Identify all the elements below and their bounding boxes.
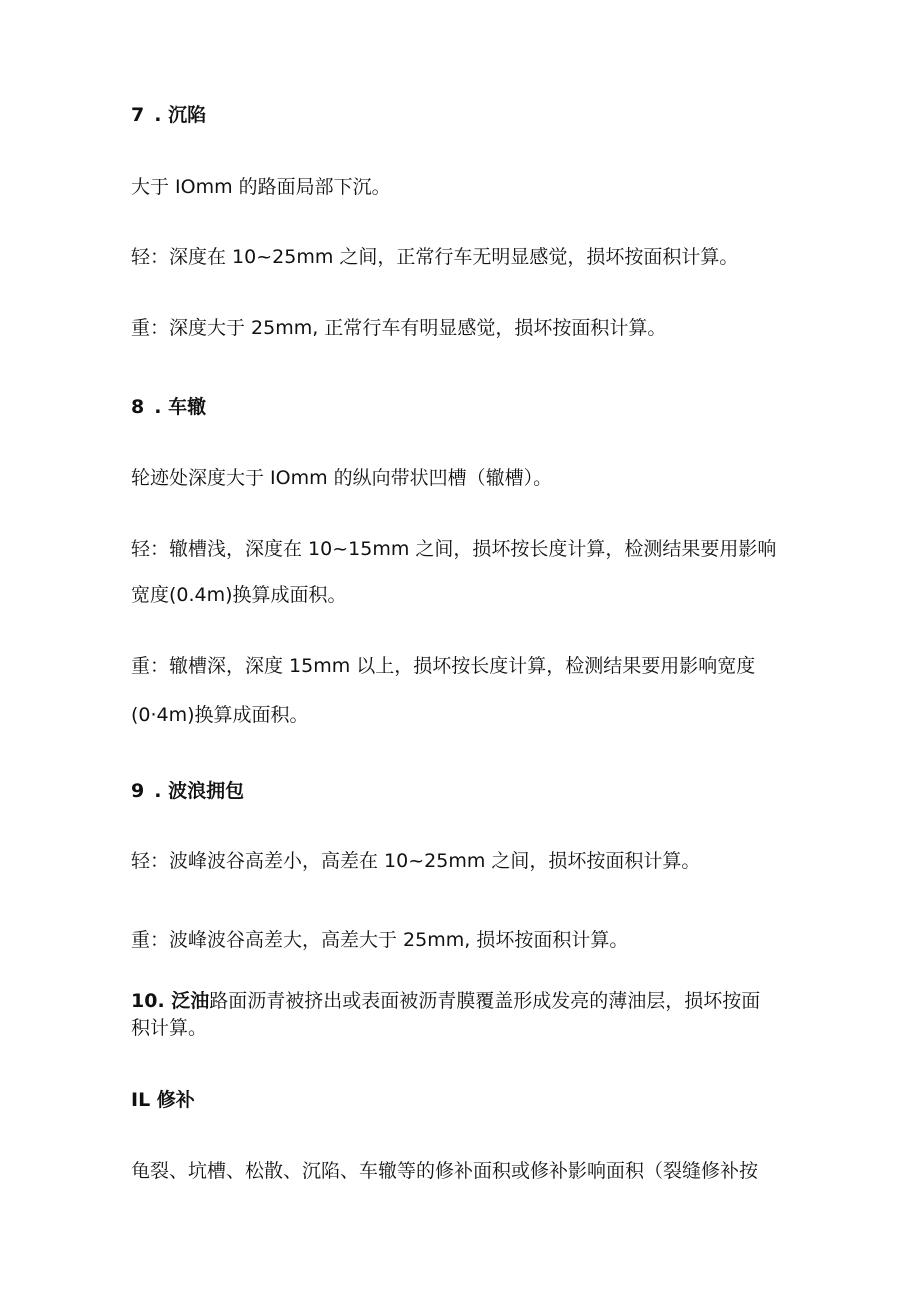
section-9-heading [131, 777, 244, 805]
section-7-heading [131, 101, 206, 129]
section-7-heavy: 重：深度大于 25mm, 正常行车有明显感觉，损坏按面积计算。 [131, 317, 667, 339]
section-9-heavy: 重：波峰波谷高差大，高差大于 25mm, 损坏按面积计算。 [131, 929, 629, 951]
section-10-line2: 积计算。 [131, 1017, 208, 1039]
section-8-heavy-line1: 重：辙槽深，深度 15mm 以上，损坏按长度计算，检测结果要用影响宽度 [131, 655, 756, 677]
section-11-text: 龟裂、坑槽、松散、沉陷、车辙等的修补面积或修补影响面积（裂缝修补按 [131, 1160, 759, 1182]
section-11-heading: IL 修补 [131, 1089, 195, 1111]
section-7-definition: 大于 IOmm 的路面局部下沉。 [131, 176, 391, 198]
section-8-number: 8 [131, 396, 145, 418]
section-8-title: . 车辙 [154, 396, 207, 418]
section-9-number: 9 [131, 780, 145, 802]
section-10-line1 [131, 987, 760, 1015]
section-8-definition: 轮迹处深度大于 IOmm 的纵向带状凹槽（辙槽）。 [131, 467, 553, 489]
section-9-light: 轻：波峰波谷高差小，高差在 10~25mm 之间，损坏按面积计算。 [131, 850, 701, 872]
section-8-light-line2: 宽度(0.4m)换算成面积。 [131, 584, 347, 606]
section-10-text: 路面沥青被挤出或表面被沥青膜覆盖形成发亮的薄油层，损坏按面 [209, 990, 761, 1012]
section-8-heading [131, 393, 206, 421]
section-7-number: 7 [131, 104, 145, 126]
section-7-title: . 沉陷 [154, 104, 207, 126]
section-7-light: 轻：深度在 10~25mm 之间，正常行车无明显感觉，损坏按面积计算。 [131, 246, 739, 268]
section-8-heavy-line2: (0·4m)换算成面积。 [131, 704, 309, 726]
section-9-title: . 波浪拥包 [154, 780, 245, 802]
section-8-light-line1: 轻：辙槽浅，深度在 10~15mm 之间，损坏按长度计算，检测结果要用影响 [131, 538, 777, 560]
section-10-title: 10. 泛油 [131, 990, 210, 1012]
